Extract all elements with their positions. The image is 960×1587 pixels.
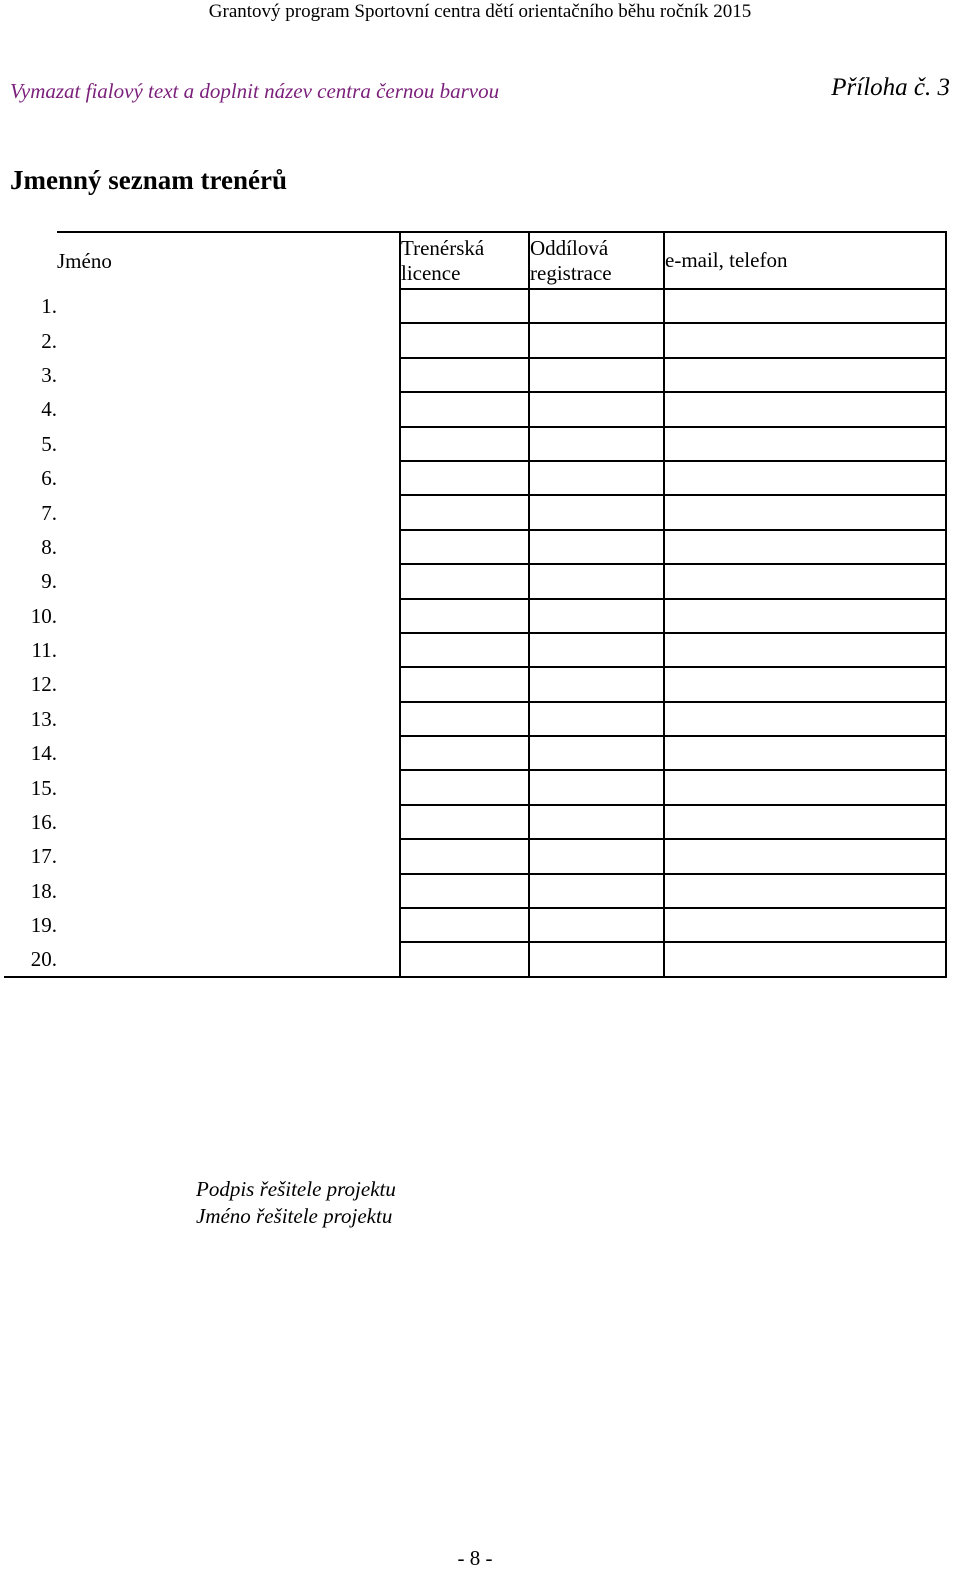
appendix-label: Příloha č. 3 (831, 74, 950, 101)
table-row (4, 874, 946, 908)
contact-cell[interactable] (664, 805, 946, 839)
registration-cell[interactable] (529, 289, 664, 323)
table-row (4, 942, 946, 976)
table-row (4, 427, 946, 461)
header-registration-label: Oddílová registrace (530, 235, 612, 285)
table-row (4, 908, 946, 942)
name-cell[interactable] (57, 599, 400, 633)
registration-cell[interactable] (529, 805, 664, 839)
contact-cell[interactable] (664, 667, 946, 701)
registration-cell[interactable] (529, 392, 664, 426)
registration-cell[interactable] (529, 874, 664, 908)
registration-cell[interactable] (529, 770, 664, 804)
row-number: 4. (41, 397, 57, 422)
license-cell[interactable] (400, 564, 529, 598)
table-row (4, 633, 946, 667)
name-cell[interactable] (57, 323, 400, 357)
table-row (4, 667, 946, 701)
row-number: 18. (30, 878, 57, 903)
coaches-table (4, 231, 947, 978)
table-row (4, 461, 946, 495)
table-row (4, 839, 946, 873)
row-number: 8. (41, 534, 57, 559)
row-number: 19. (30, 913, 57, 938)
contact-cell[interactable] (664, 564, 946, 598)
contact-cell[interactable] (664, 358, 946, 392)
license-cell[interactable] (400, 289, 529, 323)
row-number: 3. (41, 362, 57, 387)
row-number: 16. (30, 810, 57, 835)
table-row (4, 289, 946, 323)
header-license-label: Trenérská licence (401, 235, 485, 285)
row-number: 5. (41, 431, 57, 456)
header-contact (664, 232, 946, 289)
contact-cell[interactable] (664, 461, 946, 495)
page-number: - 8 - (457, 1546, 493, 1570)
name-cell[interactable] (57, 736, 400, 770)
row-number: 13. (30, 706, 57, 731)
license-cell[interactable] (400, 736, 529, 770)
name-cell[interactable] (57, 289, 400, 323)
license-cell[interactable] (400, 942, 529, 976)
table-row (4, 599, 946, 633)
contact-cell[interactable] (664, 736, 946, 770)
license-cell[interactable] (400, 599, 529, 633)
row-number: 1. (41, 294, 57, 319)
license-cell[interactable] (400, 908, 529, 942)
license-cell[interactable] (400, 427, 529, 461)
header-contact-label: e-mail, telefon (665, 248, 788, 272)
row-number: 17. (30, 844, 57, 869)
registration-cell[interactable] (529, 323, 664, 357)
row-number: 2. (41, 328, 57, 353)
name-cell[interactable] (57, 805, 400, 839)
license-cell[interactable] (400, 874, 529, 908)
registration-cell[interactable] (529, 599, 664, 633)
row-number: 20. (4, 942, 57, 976)
header-license (400, 232, 529, 289)
license-cell[interactable] (400, 358, 529, 392)
header-registration (529, 232, 664, 289)
header-name (57, 232, 400, 289)
table-body (4, 289, 946, 977)
table-row (4, 358, 946, 392)
name-cell[interactable] (57, 564, 400, 598)
license-cell[interactable] (400, 530, 529, 564)
running-header: Grantový program Sportovní centra dětí orientačního běhu ročník 2015 (208, 1, 752, 22)
table-row (4, 736, 946, 770)
signature-block (196, 1176, 396, 1230)
license-cell[interactable] (400, 839, 529, 873)
license-cell[interactable] (400, 770, 529, 804)
contact-cell[interactable] (664, 392, 946, 426)
license-cell[interactable] (400, 495, 529, 529)
name-cell[interactable] (57, 839, 400, 873)
registration-cell[interactable] (529, 530, 664, 564)
contact-cell[interactable] (664, 942, 946, 976)
license-cell[interactable] (400, 805, 529, 839)
name-cell[interactable] (57, 633, 400, 667)
table-row (4, 323, 946, 357)
license-cell[interactable] (400, 633, 529, 667)
row-number: 7. (41, 500, 57, 525)
table-row (4, 805, 946, 839)
name-cell[interactable] (57, 874, 400, 908)
contact-cell[interactable] (664, 839, 946, 873)
row-number: 14. (30, 741, 57, 766)
name-cell[interactable] (57, 461, 400, 495)
table-header-row (4, 232, 946, 289)
header-number (4, 232, 57, 289)
row-number: 9. (41, 569, 57, 594)
header-name-label: Jméno (57, 248, 112, 273)
row-number: 15. (30, 775, 57, 800)
table-row (4, 770, 946, 804)
row-number: 10. (30, 603, 57, 628)
contact-cell[interactable] (664, 530, 946, 564)
contact-cell[interactable] (664, 427, 946, 461)
table-row (4, 495, 946, 529)
name-cell[interactable] (57, 358, 400, 392)
contact-cell[interactable] (664, 633, 946, 667)
document-title: Jmenný seznam trenérů (10, 165, 287, 195)
registration-cell[interactable] (529, 495, 664, 529)
registration-cell[interactable] (529, 461, 664, 495)
license-cell[interactable] (400, 667, 529, 701)
registration-cell[interactable] (529, 667, 664, 701)
name-cell[interactable] (57, 530, 400, 564)
registration-cell[interactable] (529, 702, 664, 736)
instruction-note: Vymazat fialový text a doplnit název centra černou barvou (10, 79, 500, 103)
contact-cell[interactable] (664, 495, 946, 529)
name-cell[interactable] (57, 908, 400, 942)
name-cell[interactable] (57, 427, 400, 461)
license-cell[interactable] (400, 323, 529, 357)
signer-name-line: Jméno řešitele projektu (196, 1204, 393, 1228)
name-cell[interactable] (57, 392, 400, 426)
contact-cell[interactable] (664, 323, 946, 357)
table-row (4, 564, 946, 598)
name-cell[interactable] (57, 942, 400, 976)
contact-cell[interactable] (664, 289, 946, 323)
registration-cell[interactable] (529, 633, 664, 667)
row-number: 12. (30, 672, 57, 697)
name-cell[interactable] (57, 770, 400, 804)
signature-line: Podpis řešitele projektu (196, 1177, 396, 1201)
registration-cell[interactable] (529, 358, 664, 392)
table-row (4, 392, 946, 426)
license-cell[interactable] (400, 392, 529, 426)
table-row (4, 530, 946, 564)
name-cell[interactable] (57, 667, 400, 701)
contact-cell[interactable] (664, 908, 946, 942)
contact-cell[interactable] (664, 599, 946, 633)
row-number: 6. (41, 466, 57, 491)
contact-cell[interactable] (664, 770, 946, 804)
name-cell[interactable] (57, 702, 400, 736)
contact-cell[interactable] (664, 702, 946, 736)
registration-cell[interactable] (529, 942, 664, 976)
name-cell[interactable] (57, 495, 400, 529)
registration-cell[interactable] (529, 564, 664, 598)
license-cell[interactable] (400, 461, 529, 495)
registration-cell[interactable] (529, 839, 664, 873)
registration-cell[interactable] (529, 908, 664, 942)
registration-cell[interactable] (529, 736, 664, 770)
row-number: 11. (31, 638, 57, 663)
license-cell[interactable] (400, 702, 529, 736)
registration-cell[interactable] (529, 427, 664, 461)
table-row (4, 702, 946, 736)
contact-cell[interactable] (664, 874, 946, 908)
